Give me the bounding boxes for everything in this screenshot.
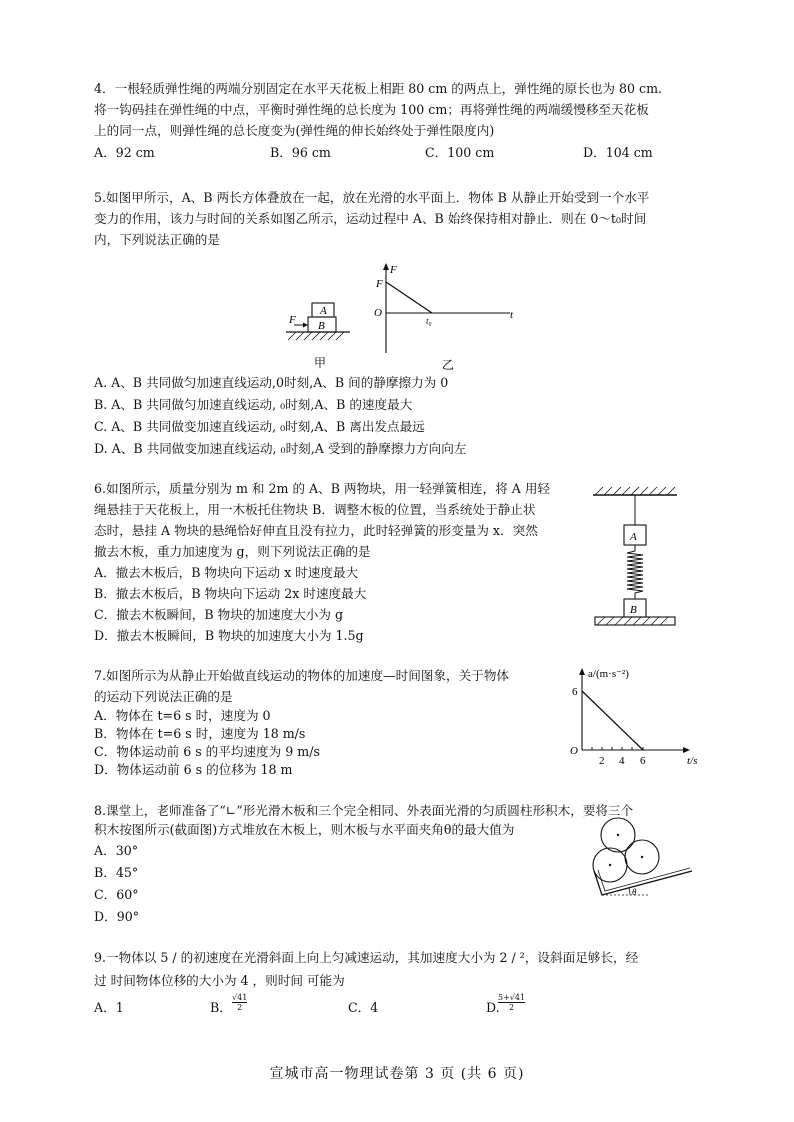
q9-line-1: 9.一物体以 5 / 的初速度在光滑斜面上向上匀减速运动，其加速度大小为 2 / ²，设斜面足够长，经 <box>94 950 639 965</box>
page-footer: 宣城市高一物理试卷第 3 页 (共 6 页) <box>269 1066 525 1082</box>
q7-ylabel: a/(m·s⁻²) <box>588 668 629 680</box>
q5-line-1: 5.如图甲所示，A、B 两长方体叠放在一起，放在光滑的水平面上．物体 B 从静止开始受到一个水平 <box>94 190 650 205</box>
q7-xlabel: t/s <box>687 755 698 767</box>
q6-option-a: A．撤去木板后，B 物块向下运动 x 时速度最大 <box>94 565 359 580</box>
q5-graph-origin: O <box>374 307 382 319</box>
q5-graph-y-arrowhead <box>383 263 389 270</box>
q7-y-arrowhead <box>579 668 585 675</box>
q9-line-2: 过 时间物体位移的大小为 4 ，则时间 可能为 <box>94 973 345 988</box>
q6-line-4: 撤去木板，重力加速度为 g，则下列说法正确的是 <box>94 544 371 559</box>
q7-x-tick-2: 2 <box>599 755 605 767</box>
q7-x-tick-4: 4 <box>619 755 625 767</box>
q7-y-tick-6: 6 <box>572 686 578 698</box>
q5-figure <box>270 255 530 375</box>
q9-option-d: D. <box>486 1000 500 1015</box>
q7-line-2: 的运动下列说法正确的是 <box>94 689 233 704</box>
q9-option-b-fraction <box>232 993 247 1012</box>
q8-angle-arc <box>629 888 630 895</box>
q5-option-d: D. A、B 共同做变加速直线运动, ₀时刻,A 受到的静摩擦力方向向左 <box>94 441 467 456</box>
q4-line-1: 4．一根轻质弹性绳的两端分别固定在水平天花板上相距 80 cm 的两点上，弹性绳的原长也为 80 cm. <box>94 81 663 96</box>
q6-spring <box>627 545 643 599</box>
q8-option-c: C．60° <box>94 887 139 902</box>
q5-option-a: A. A、B 共同做匀加速直线运动,0时刻,A、B 间的静摩擦力为 0 <box>94 375 449 390</box>
q5-ground-hatch <box>288 332 344 340</box>
q6-option-d: D．撤去木板瞬间，B 物块的加速度大小为 1.5g <box>94 628 364 643</box>
q5-graph-y-label: F <box>390 264 397 276</box>
q5-label-force: F <box>289 314 296 326</box>
q6-label-a: A <box>630 531 637 543</box>
q5-caption-right: 乙 <box>442 358 455 372</box>
q6-figure <box>585 483 685 633</box>
q8-cylinder-left-center <box>609 864 611 866</box>
q4-line-2: 将一钩码挂在弹性绳的中点，平衡时弹性绳的总长度为 100 cm；再将弹性绳的两端缓慢移至天花板 <box>94 102 649 117</box>
q7-x-tick-6: 6 <box>640 755 646 767</box>
q4-option-c: C．100 cm <box>425 145 495 160</box>
q4-option-a: A．92 cm <box>94 145 155 160</box>
q4-option-b: B．96 cm <box>270 145 331 160</box>
q6-line-2: 绳悬挂于天花板上，用一木板托住物块 B．调整木板的位置，当系统处于静止状 <box>94 502 536 517</box>
q7-figure <box>560 664 710 772</box>
q6-ceiling-hatch <box>595 487 675 495</box>
q5-graph-t-label: t <box>510 309 514 321</box>
q6-line-3: 态时，悬挂 A 物块的悬绳恰好伸直且没有拉力，此时轻弹簧的形变量为 x．突然 <box>94 523 538 538</box>
q5-option-c: C. A、B 共同做变加速直线运动, ₀时刻,A、B 离出发点最远 <box>94 419 425 434</box>
q6-option-c: C．撤去木板瞬间，B 物块的加速度大小为 g <box>94 607 344 622</box>
q7-option-c: C．物体运动前 6 s 的平均速度为 9 m/s <box>94 744 320 759</box>
q8-cylinder-top-center <box>617 834 619 836</box>
q5-graph-t0: t₀ <box>426 316 432 326</box>
q7-option-d: D．物体运动前 6 s 的位移为 18 m <box>94 762 293 777</box>
q9-option-d-fraction <box>498 993 525 1012</box>
q7-line-1: 7.如图所示为从静止开始做直线运动的物体的加速度—时间图象，关于物体 <box>94 668 510 683</box>
q6-board-hatch <box>597 617 668 625</box>
q4-option-d: D．104 cm <box>583 145 653 160</box>
q8-cylinder-right-center <box>641 856 643 858</box>
q8-board-inner <box>598 868 690 891</box>
q7-origin: O <box>570 745 578 757</box>
q7-x-arrowhead <box>683 747 690 753</box>
q9-option-b-numerator: √41 <box>232 993 248 1002</box>
q9-option-b-denominator: 2 <box>232 1002 247 1012</box>
q5-label-b: B <box>318 320 325 332</box>
q6-option-b: B．撤去木板后，B 物块向下运动 2x 时速度最大 <box>94 586 367 601</box>
q8-line-2: 积木按图所示(截面图)方式堆放在木板上，则木板与水平面夹角θ的最大值为 <box>94 822 515 837</box>
q5-option-b: B. A、B 共同做匀加速直线运动, ₀时刻,A、B 的速度最大 <box>94 397 413 412</box>
q8-board <box>594 871 692 895</box>
q8-option-b: B．45° <box>94 865 139 880</box>
q5-line-3: 内，下列说法正确的是 <box>94 232 220 247</box>
q8-option-d: D．90° <box>94 909 140 924</box>
q5-line-2: 变力的作用，该力与时间的关系如图乙所示，运动过程中 A、B 始终保持相对静止．则在 0～t₀时间 <box>94 211 647 226</box>
q7-option-a: A．物体在 t=6 s 时，速度为 0 <box>94 708 271 723</box>
q7-option-b: B．物体在 t=6 s 时，速度为 18 m/s <box>94 726 306 741</box>
q9-option-d-denominator: 2 <box>498 1002 525 1012</box>
q5-label-a: A <box>320 305 327 317</box>
q5-graph-F-label: F <box>376 278 383 290</box>
q9-option-a: A．1 <box>94 1000 124 1015</box>
q7-graph-line <box>582 691 643 750</box>
q5-caption-left: 甲 <box>314 356 327 370</box>
q6-line-1: 6.如图所示，质量分别为 m 和 2m 的 A、B 两物块，用一轻弹簧相连，将 A 用轻 <box>94 481 551 496</box>
q6-label-b: B <box>630 604 637 616</box>
q8-figure <box>580 815 705 905</box>
q8-option-a: A．30° <box>94 843 139 858</box>
q4-line-3: 上的同一点，则弹性绳的总长度变为(弹性绳的伸长始终处于弹性限度内) <box>94 123 495 138</box>
q9-option-d-numerator: 5+√41 <box>498 993 526 1002</box>
q5-graph-line <box>386 282 432 313</box>
q5-force-arrowhead <box>303 323 308 328</box>
q8-line-1: 8.课堂上，老师准备了“∟”形光滑木板和三个完全相同、外表面光滑的匀质圆柱形积木，要将三个 <box>94 803 634 818</box>
q9-option-b: B． <box>210 1000 232 1015</box>
q8-angle-label: θ <box>632 887 637 897</box>
q9-option-c: C．4 <box>348 1000 379 1015</box>
